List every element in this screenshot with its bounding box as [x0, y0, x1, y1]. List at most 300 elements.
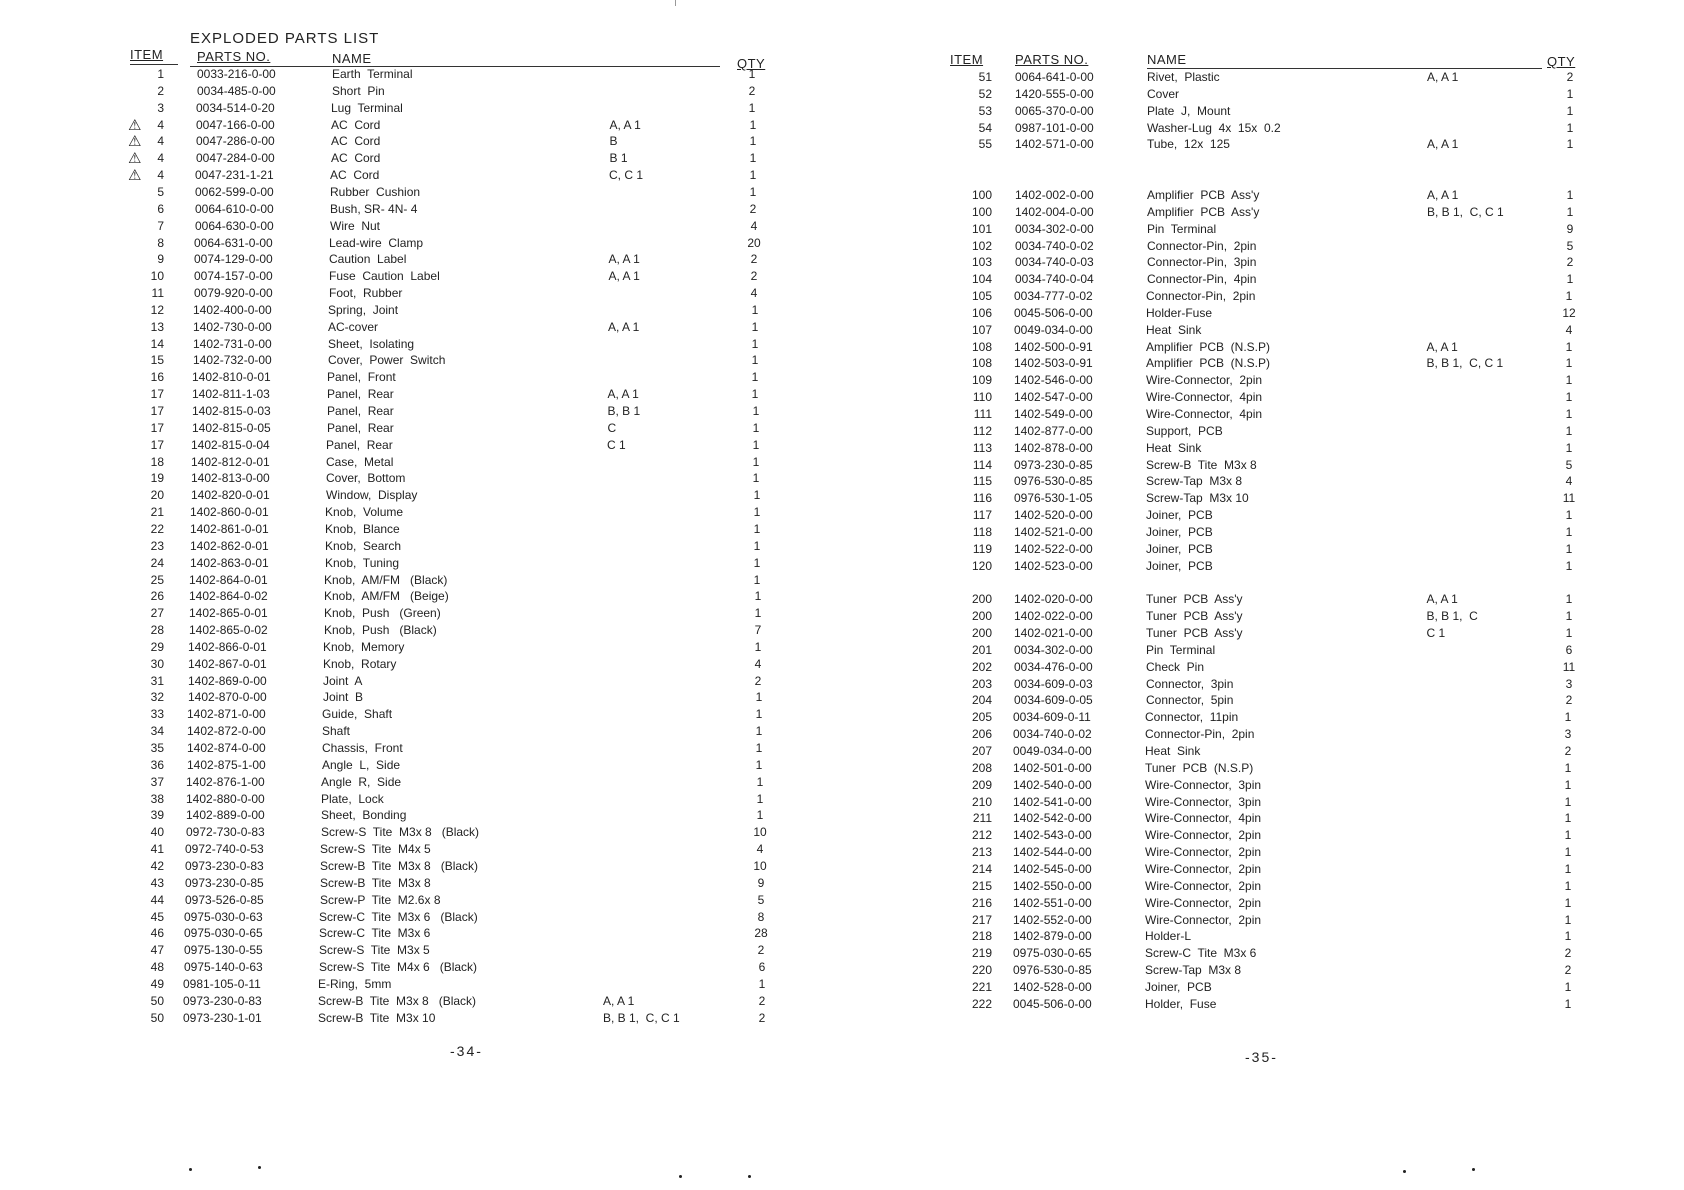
part-name: Heat Sink — [1145, 744, 1201, 758]
quantity: 10 — [753, 825, 767, 840]
item-number: 17 — [150, 404, 164, 418]
part-name: Screw-S Tite M3x 8 (Black) — [321, 825, 480, 840]
quantity: 1 — [752, 437, 760, 452]
table-row — [0, 926, 842, 943]
part-number: 1402-861-0-01 — [190, 521, 269, 536]
table-row — [842, 592, 1684, 609]
part-name: Heat Sink — [1146, 440, 1202, 455]
part-name: Angle R, Side — [321, 774, 402, 789]
item-number: 15 — [150, 353, 164, 368]
quantity: 4 — [1565, 474, 1573, 489]
quantity: 1 — [749, 168, 757, 183]
table-row — [0, 236, 842, 253]
part-number: 0976-530-1-05 — [1014, 491, 1093, 506]
item-number: 16 — [150, 370, 164, 385]
table-row — [842, 272, 1684, 289]
quantity: 1 — [1565, 407, 1573, 421]
part-number: 0074-129-0-00 — [194, 252, 273, 267]
item-number: 7 — [157, 218, 164, 233]
item-number: 114 — [972, 457, 992, 472]
part-name: Holder-Fuse — [1146, 305, 1213, 320]
part-name: Heat Sink — [1146, 322, 1202, 337]
part-number: 1402-860-0-01 — [190, 505, 269, 520]
table-row — [0, 471, 842, 488]
item-number: 17 — [150, 387, 164, 402]
table-row — [0, 876, 842, 893]
quantity: 1 — [1565, 626, 1573, 641]
table-row — [0, 758, 842, 775]
item-number: 211 — [972, 811, 992, 826]
quantity: 1 — [755, 690, 763, 705]
quantity: 1 — [1564, 828, 1572, 843]
quantity: 1 — [1566, 204, 1574, 219]
item-number: 31 — [150, 673, 164, 688]
quantity: 1 — [751, 336, 759, 351]
scan-dot — [258, 1166, 261, 1169]
part-number: 0034-485-0-00 — [197, 83, 276, 98]
part-name: Knob, Volume — [325, 505, 404, 520]
part-name: Screw-Tap M3x 10 — [1146, 491, 1249, 506]
part-name: Joiner, PCB — [1146, 524, 1213, 539]
part-number: 1402-550-0-00 — [1013, 878, 1092, 893]
part-number: 1402-867-0-01 — [188, 656, 267, 671]
scan-dot — [189, 1168, 192, 1171]
table-row — [842, 693, 1684, 710]
item-number: 202 — [971, 659, 992, 674]
part-number: 0973-230-0-83 — [185, 858, 264, 873]
part-name: Connector-Pin, 2pin — [1145, 727, 1255, 742]
quantity: 2 — [757, 943, 765, 958]
table-row — [0, 522, 842, 539]
part-number: 0045-506-0-00 — [1014, 305, 1093, 320]
part-name: AC Cord — [331, 117, 381, 132]
part-name: Bush, SR- 4N- 4 — [330, 201, 418, 216]
table-row — [0, 370, 842, 387]
part-number: 1402-815-0-05 — [192, 420, 271, 435]
table-row — [0, 151, 842, 168]
table-row — [842, 997, 1684, 1014]
item-number: 30 — [150, 656, 164, 671]
item-number: 44 — [150, 892, 164, 907]
item-number: 208 — [971, 760, 992, 775]
part-number: 1402-022-0-00 — [1014, 609, 1093, 624]
part-number: 0975-130-0-55 — [184, 943, 263, 958]
quantity: 12 — [1562, 305, 1576, 320]
model-code: B, B 1, C, C 1 — [603, 1010, 680, 1025]
part-name: Sheet, Isolating — [328, 336, 415, 351]
table-row — [842, 474, 1684, 491]
item-number: 22 — [150, 521, 164, 536]
part-name: Guide, Shaft — [322, 707, 393, 722]
part-name: Screw-S Tite M4x 5 — [320, 842, 431, 857]
model-code: C — [607, 420, 617, 435]
part-number: 0079-920-0-00 — [194, 286, 273, 301]
part-name: E-Ring, 5mm — [318, 976, 392, 991]
part-number: 0034-476-0-00 — [1014, 659, 1093, 674]
part-number: 0973-230-0-85 — [185, 875, 264, 890]
part-name: Wire-Connector, 2pin — [1145, 845, 1262, 860]
header-rule — [1147, 68, 1542, 69]
table-row — [842, 289, 1684, 306]
part-name: Window, Display — [326, 488, 418, 503]
quantity: 1 — [753, 572, 761, 587]
part-number: 1402-875-1-00 — [187, 757, 266, 772]
part-name: Connector, 3pin — [1146, 676, 1234, 691]
quantity: 2 — [1564, 744, 1572, 758]
quantity: 1 — [751, 370, 759, 385]
model-code: C 1 — [1426, 626, 1446, 641]
part-number: 0981-105-0-11 — [183, 976, 261, 991]
part-name: Spring, Joint — [328, 302, 399, 317]
item-number: 28 — [150, 623, 164, 638]
quantity: 1 — [1564, 861, 1572, 876]
quantity: 2 — [1566, 70, 1574, 84]
table-row — [0, 134, 842, 151]
item-number: 117 — [972, 508, 992, 523]
item-number: 4 — [157, 151, 164, 166]
quantity: 4 — [750, 286, 758, 301]
part-number: 0047-231-1-21 — [195, 168, 274, 183]
item-number: 14 — [150, 336, 164, 351]
item-number: 105 — [971, 289, 992, 304]
part-number: 1402-866-0-01 — [188, 639, 267, 654]
table-row — [0, 943, 842, 960]
part-number: 1402-889-0-00 — [186, 808, 265, 823]
part-number: 0034-740-0-02 — [1013, 727, 1092, 742]
quantity: 1 — [753, 555, 761, 570]
header-name: NAME — [1147, 52, 1187, 67]
part-name: Screw-S Tite M3x 5 — [319, 943, 430, 958]
table-row — [842, 778, 1684, 795]
part-name: Tuner PCB Ass'y — [1146, 609, 1243, 624]
part-name: Joint A — [323, 673, 363, 688]
part-number: 0975-030-0-65 — [1013, 946, 1092, 961]
quantity: 1 — [1566, 120, 1574, 135]
part-name: Wire-Connector, 2pin — [1145, 895, 1262, 910]
part-name: Foot, Rubber — [329, 286, 403, 301]
model-code: A, A 1 — [1426, 592, 1458, 607]
quantity: 2 — [758, 993, 766, 1008]
item-number: 38 — [150, 791, 164, 806]
table-row — [842, 458, 1684, 475]
model-code: A, A 1 — [607, 387, 639, 402]
table-row — [842, 87, 1684, 104]
quantity: 2 — [750, 269, 758, 284]
part-number: 0973-230-1-01 — [183, 1010, 262, 1025]
quantity: 2 — [1566, 255, 1574, 270]
header-item: ITEM — [130, 47, 164, 62]
model-code: A, A 1 — [1427, 187, 1459, 202]
item-number: 46 — [150, 926, 164, 941]
item-number: 222 — [971, 996, 992, 1011]
table-row — [0, 118, 842, 135]
part-number: 1402-522-0-00 — [1014, 541, 1093, 556]
item-number: 10 — [150, 269, 164, 284]
part-number: 0034-740-0-03 — [1015, 255, 1094, 270]
table-row — [842, 727, 1684, 744]
part-name: Connector-Pin, 4pin — [1147, 272, 1257, 287]
part-name: Connector-Pin, 2pin — [1146, 289, 1256, 304]
scan-dot — [748, 1175, 751, 1178]
table-row — [842, 373, 1684, 390]
item-number: 40 — [150, 825, 164, 840]
item-number: 12 — [150, 302, 164, 317]
quantity: 1 — [1565, 339, 1573, 354]
table-row — [0, 589, 842, 606]
part-number: 1402-879-0-00 — [1013, 929, 1092, 944]
scan-dot — [679, 1175, 682, 1178]
table-row — [842, 710, 1684, 727]
part-name: Knob, Memory — [323, 639, 405, 654]
part-number: 1402-521-0-00 — [1014, 524, 1093, 539]
table-row — [0, 960, 842, 977]
quantity: 1 — [754, 606, 762, 621]
part-name: Tuner PCB Ass'y — [1146, 626, 1243, 641]
part-number: 1402-732-0-00 — [193, 353, 272, 368]
item-number: 120 — [971, 558, 992, 573]
item-number: 37 — [150, 774, 164, 789]
quantity: 8 — [757, 909, 765, 924]
part-number: 1402-810-0-01 — [192, 370, 271, 385]
part-name: Check Pin — [1146, 659, 1205, 674]
table-row — [842, 239, 1684, 256]
item-number: 4 — [157, 117, 164, 132]
part-name: Panel, Rear — [327, 404, 394, 418]
table-row — [842, 845, 1684, 862]
part-name: Wire-Connector, 2pin — [1145, 828, 1262, 843]
quantity: 1 — [751, 353, 759, 368]
part-name: Wire Nut — [330, 218, 381, 233]
quantity: 1 — [1564, 794, 1572, 809]
model-code: B — [609, 134, 618, 149]
item-number: 19 — [150, 471, 164, 486]
part-number: 0049-034-0-00 — [1014, 322, 1093, 337]
part-name: Holder-L — [1145, 929, 1192, 944]
table-row — [842, 171, 1684, 188]
item-number: 55 — [978, 137, 992, 152]
part-name: Wire-Connector, 2pin — [1145, 861, 1262, 876]
item-number: 118 — [972, 524, 992, 539]
table-row — [842, 576, 1684, 593]
item-number: 35 — [150, 741, 164, 755]
quantity: 4 — [754, 656, 762, 671]
quantity: 1 — [1565, 440, 1573, 455]
part-number: 0074-157-0-00 — [194, 269, 273, 284]
part-number: 1402-863-0-01 — [190, 555, 269, 570]
part-number: 1402-547-0-00 — [1014, 390, 1093, 405]
model-code: A, A 1 — [609, 117, 641, 132]
quantity: 1 — [751, 319, 759, 334]
item-number: 47 — [150, 943, 164, 958]
item-number: 216 — [971, 895, 992, 910]
table-row — [842, 643, 1684, 660]
item-number: 106 — [971, 305, 992, 320]
table-row — [842, 424, 1684, 441]
part-name: Screw-C Tite M3x 6 — [1145, 946, 1257, 961]
table-row — [0, 488, 842, 505]
part-name: Panel, Front — [327, 370, 396, 385]
item-number: 9 — [157, 252, 164, 267]
part-number: 1402-869-0-00 — [188, 673, 267, 688]
item-number: 51 — [978, 70, 992, 84]
item-number: 17 — [150, 420, 164, 435]
table-row — [842, 508, 1684, 525]
part-number: 1402-871-0-00 — [187, 707, 266, 722]
part-name: Panel, Rear — [326, 437, 393, 452]
quantity: 20 — [747, 235, 761, 250]
part-name: Pin Terminal — [1146, 642, 1216, 657]
item-number: 52 — [978, 86, 992, 101]
quantity: 9 — [757, 875, 765, 890]
quantity: 1 — [752, 420, 760, 435]
quantity: 2 — [754, 673, 762, 688]
part-name: Pin Terminal — [1147, 221, 1217, 236]
table-row — [0, 690, 842, 707]
item-number: 101 — [971, 221, 992, 236]
quantity: 1 — [749, 134, 757, 149]
part-number: 1402-545-0-00 — [1013, 861, 1092, 876]
part-name: Tuner PCB (N.S.P) — [1145, 760, 1254, 775]
quantity: 2 — [750, 252, 758, 267]
part-number: 1402-865-0-01 — [189, 606, 268, 621]
part-number: 0064-610-0-00 — [195, 201, 274, 216]
table-row — [842, 626, 1684, 643]
quantity: 1 — [1565, 541, 1573, 556]
quantity: 5 — [1566, 238, 1574, 253]
item-number: 115 — [972, 474, 992, 489]
quantity: 1 — [748, 100, 756, 115]
part-name: Plate J, Mount — [1147, 103, 1231, 118]
quantity: 1 — [1565, 524, 1573, 539]
item-number: 212 — [971, 828, 992, 843]
item-number: 48 — [150, 960, 164, 975]
item-number: 110 — [972, 390, 992, 405]
part-name: Rivet, Plastic — [1147, 70, 1220, 84]
table-row — [0, 1011, 842, 1028]
part-number: 0973-526-0-85 — [185, 892, 264, 907]
model-code: B, B 1, C, C 1 — [1427, 204, 1504, 219]
part-name: Wire-Connector, 4pin — [1145, 811, 1262, 826]
item-number: 18 — [150, 454, 164, 469]
part-number: 1402-571-0-00 — [1015, 137, 1094, 152]
table-row — [842, 913, 1684, 930]
part-number: 1402-551-0-00 — [1013, 895, 1092, 910]
part-name: Earth Terminal — [332, 67, 413, 81]
table-row — [842, 121, 1684, 138]
part-name: Amplifier PCB Ass'y — [1147, 187, 1260, 202]
part-number: 0976-530-0-85 — [1013, 963, 1092, 978]
part-number: 1402-878-0-00 — [1014, 440, 1093, 455]
table-row — [842, 559, 1684, 576]
part-name: Screw-Tap M3x 8 — [1145, 963, 1242, 978]
table-row — [0, 421, 842, 438]
quantity: 1 — [1566, 86, 1574, 101]
item-number: 200 — [971, 609, 992, 624]
table-row — [842, 154, 1684, 171]
table-row — [0, 67, 842, 84]
item-number: 42 — [150, 858, 164, 873]
part-number: 0034-777-0-02 — [1014, 289, 1093, 304]
part-name: Lead-wire Clamp — [329, 235, 424, 250]
quantity: 10 — [753, 858, 767, 873]
quantity: 1 — [1564, 710, 1572, 725]
part-name: Wire-Connector, 4pin — [1146, 390, 1263, 405]
table-row — [0, 825, 842, 842]
part-name: Cover — [1147, 86, 1180, 101]
part-number: 1402-540-0-00 — [1013, 777, 1092, 792]
table-row — [0, 893, 842, 910]
item-number: 45 — [150, 909, 164, 924]
part-number: 0975-030-0-63 — [184, 909, 263, 924]
part-number: 0973-230-0-85 — [1014, 457, 1093, 472]
header-qty: QTY — [737, 56, 766, 71]
part-number: 1402-815-0-03 — [192, 404, 271, 418]
table-row — [842, 222, 1684, 239]
quantity: 2 — [1564, 963, 1572, 978]
part-name: Joint B — [323, 690, 364, 705]
quantity: 1 — [1564, 878, 1572, 893]
model-code: A, A 1 — [1427, 70, 1459, 84]
table-row — [0, 556, 842, 573]
table-row — [0, 101, 842, 118]
item-number: 220 — [971, 963, 992, 978]
part-number: 1402-870-0-00 — [188, 690, 267, 705]
quantity: 1 — [751, 387, 759, 402]
table-row — [0, 353, 842, 370]
item-number: 13 — [150, 319, 164, 334]
part-name: Fuse Caution Label — [329, 269, 440, 284]
quantity: 1 — [1565, 558, 1573, 573]
warning-icon: ⚠ — [128, 150, 142, 168]
quantity: 2 — [1564, 946, 1572, 961]
table-row — [842, 609, 1684, 626]
item-number: 53 — [978, 103, 992, 118]
part-name: Caution Label — [329, 252, 407, 267]
page-35 — [842, 0, 1684, 1190]
table-row — [0, 202, 842, 219]
part-name: Knob, Push (Black) — [324, 623, 437, 638]
part-number: 1402-543-0-00 — [1013, 828, 1092, 843]
warning-icon: ⚠ — [128, 167, 142, 185]
item-number: 213 — [971, 845, 992, 860]
quantity: 1 — [1564, 777, 1572, 792]
part-number: 1402-021-0-00 — [1014, 626, 1093, 641]
part-name: Lug Terminal — [331, 100, 403, 115]
model-code: C 1 — [607, 437, 626, 452]
table-row — [0, 286, 842, 303]
part-number: 0976-530-0-85 — [1014, 474, 1093, 489]
page-number: -35- — [1245, 1049, 1278, 1065]
model-code: B, B 1, C — [1426, 609, 1478, 624]
quantity: 1 — [756, 774, 764, 789]
part-number: 1402-400-0-00 — [193, 302, 272, 317]
table-row — [0, 84, 842, 101]
table-row — [0, 640, 842, 657]
part-number: 1402-500-0-91 — [1014, 339, 1093, 354]
table-row — [842, 980, 1684, 997]
quantity: 1 — [1565, 289, 1573, 304]
table-row — [0, 505, 842, 522]
quantity: 1 — [749, 184, 757, 199]
quantity: 6 — [1565, 642, 1573, 657]
quantity: 1 — [755, 707, 763, 722]
part-name: Chassis, Front — [322, 741, 403, 755]
table-row — [842, 188, 1684, 205]
part-name: Tuner PCB Ass'y — [1146, 592, 1243, 607]
table-row — [0, 303, 842, 320]
part-number: 1402-864-0-02 — [189, 589, 268, 604]
part-number: 0045-506-0-00 — [1013, 996, 1092, 1011]
